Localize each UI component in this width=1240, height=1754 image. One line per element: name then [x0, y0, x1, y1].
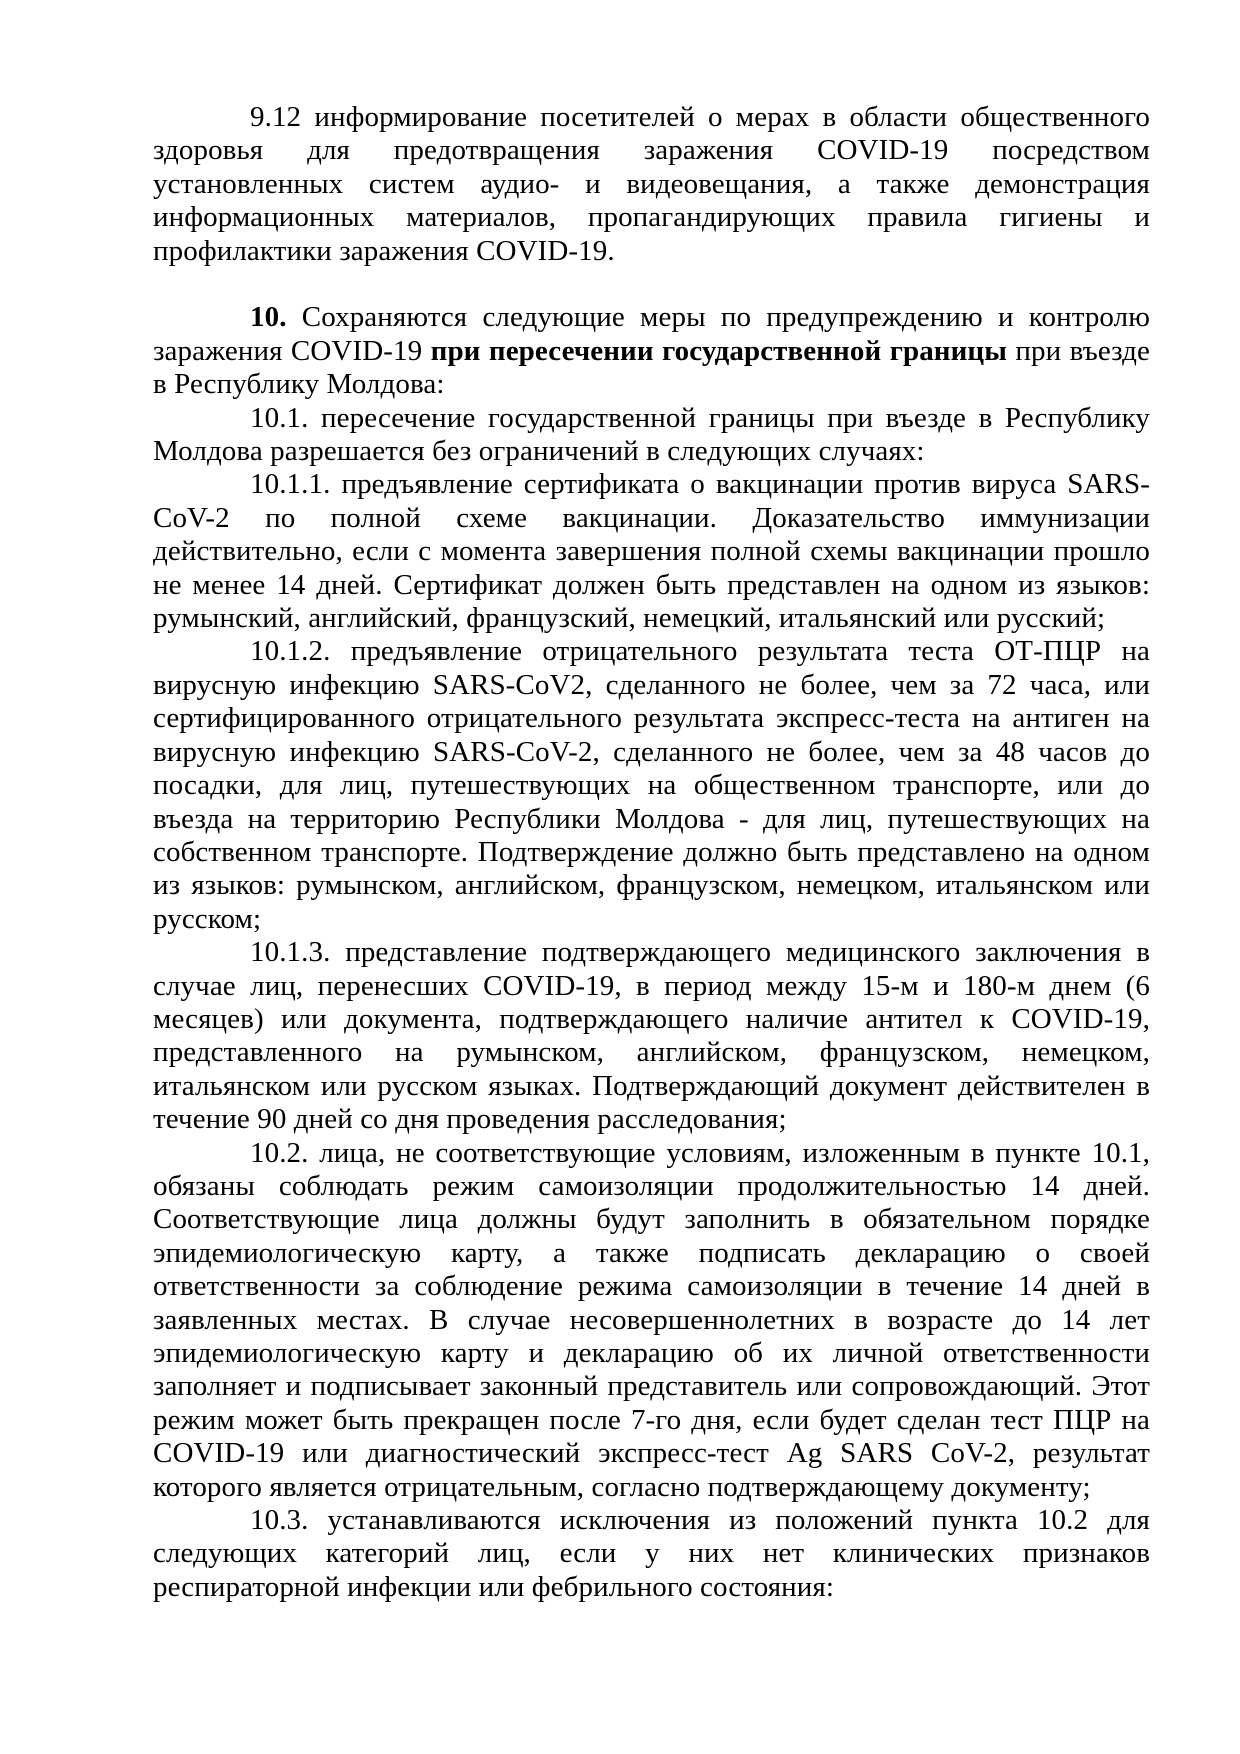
paragraph-clause-10-1-3 [153, 936, 1150, 1136]
paragraph-clause-10-1-1 [153, 468, 1150, 635]
text-segment: 9.12 информирование посетителей о мерах в области общественного здоровья для предотвращения заражения COVID-19 посредством установленных систем аудио- и видеовещания, а также демонстрация информационных материалов, пропагандирующих правила гигиены и профилактики заражения COVID-19. [153, 101, 1150, 267]
text-segment: 10.1. пересечение государственной границы при въезде в Республику Молдова разрешается без ограничений в следующих случаях: [153, 401, 1150, 468]
bold-text-segment: 10. [250, 301, 287, 334]
paragraph-clause-9-12 [153, 101, 1150, 268]
text-segment: при въезде в Республику Молдова: [153, 334, 1150, 401]
text-segment: 10.1.3. представление подтверждающего медицинского заключения в случае лиц, перенесших COVID-19, в период между 15-м и 180-м днем (6 месяцев) или документа, подтверждающего наличие антител к COVID-19, представленного на румынском, английском, французском, немецком, итальянском или русском языках. Подтверждающий документ действителен в течение 90 дней со дня проведения расследования; [153, 936, 1150, 1136]
paragraph-clause-10-1 [153, 402, 1150, 469]
text-segment: 10.1.1. предъявление сертификата о вакцинации против вируса SARS-CoV-2 по полной схеме вакцинации. Доказательство иммунизации действительно, если с момента завершения полной схемы вакцинации прошло не менее 14 дней. Сертификат должен быть представлен на одном из языков: румынский, английский, французский, немецкий, итальянский или русский; [153, 468, 1150, 635]
text-segment: Сохраняются следующие меры по предупреждению и контролю заражения COVID-19 [153, 301, 1150, 367]
paragraph-clause-10-2 [153, 1137, 1150, 1504]
paragraph-clause-10 [153, 301, 1150, 401]
text-segment: 10.3. устанавливаются исключения из положений пункта 10.2 для следующих категорий лиц, если у них нет клинических признаков респираторной инфекции или фебрильного состояния: [153, 1504, 1150, 1603]
paragraph-clause-10-3 [153, 1504, 1150, 1604]
paragraph-clause-10-1-2 [153, 635, 1150, 936]
document-text-block [153, 101, 1150, 1604]
bold-text-segment: при пересечении государственной границы [430, 334, 1007, 367]
text-segment: 10.1.2. предъявление отрицательного результата теста ОТ-ПЦР на вирусную инфекцию SARS-CoV2, сделанного не более, чем за 72 часа, или сертифицированного отрицательного результата экспресс-теста на антиген на вирусную инфекцию SARS-CoV-2, сделанного не более, чем за 48 часов до посадки, для лиц, путешествующих на общественном транспорте, или до въезда на территорию Республики Молдова - для лиц, путешествующих на собственном транспорте. Подтверждение должно быть представлено на одном из языков: румынском, английском, французском, немецком, итальянском или русском; [153, 635, 1150, 935]
text-segment: 10.2. лица, не соответствующие условиям, изложенным в пункте 10.1, обязаны соблюдать режим самоизоляции продолжительностью 14 дней. Соответствующие лица должны будут заполнить в обязательном порядке эпидемиологическую карту, а также подписать декларацию о своей ответственности за соблюдение режима самоизоляции в течение 14 дней в заявленных местах. В случае несовершеннолетних в возрасте до 14 лет эпидемиологическую карту и декларацию об их личной ответственности заполняет и подписывает законный представитель или сопровождающий. Этот режим может быть прекращен после 7-го дня, если будет сделан тест ПЦР на COVID-19 или диагностический экспресс-тест Ag SARS CoV-2, результат которого является отрицательным, согласно подтверждающему документу; [153, 1136, 1150, 1503]
